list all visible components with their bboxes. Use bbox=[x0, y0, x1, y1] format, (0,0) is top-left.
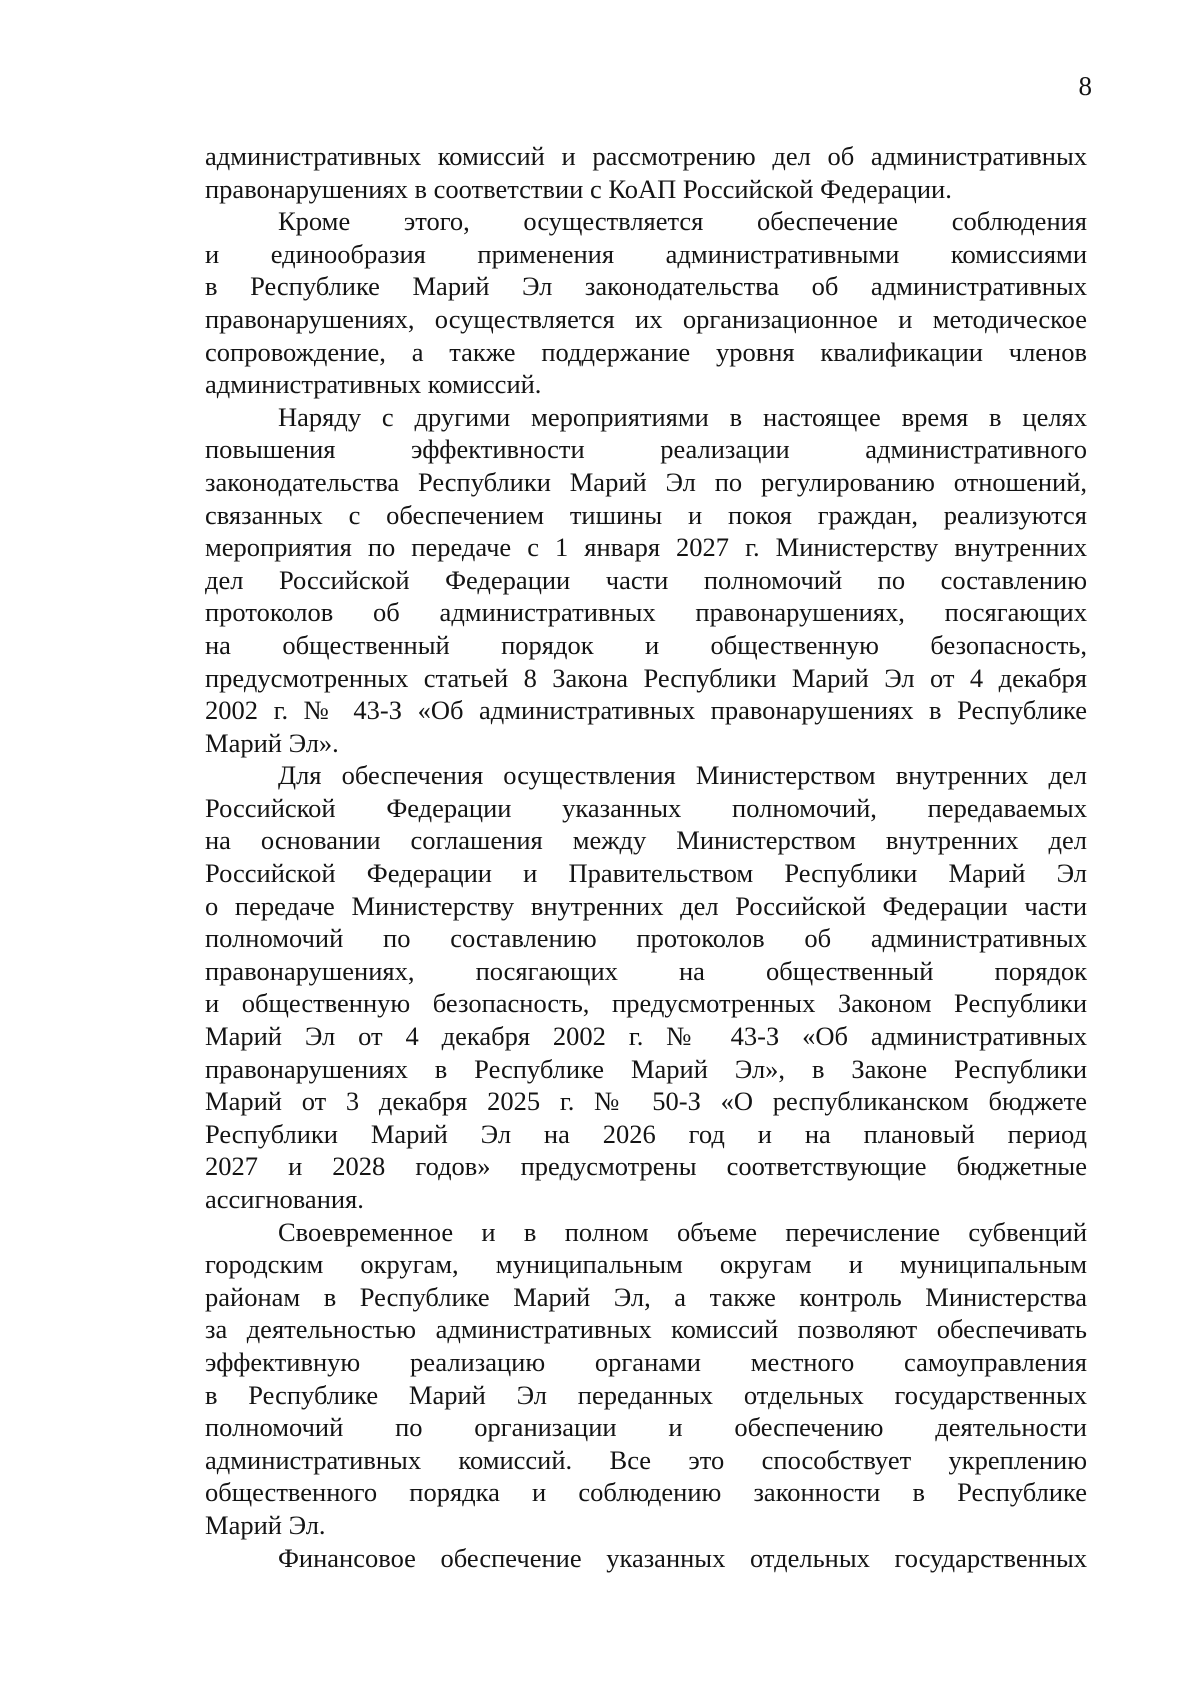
text-line: Российской Федерации указанных полномочий, передаваемых bbox=[205, 792, 1087, 823]
text-line: мероприятия по передаче с 1 января 2027 г. Министерству внутренних bbox=[205, 532, 1087, 563]
text-line: общественного порядка и соблюдению законности в Республике bbox=[205, 1477, 1087, 1508]
text-line: Марий Эл. bbox=[205, 1509, 326, 1540]
text-line: административных комиссий. Все это способствует укреплению bbox=[205, 1444, 1087, 1475]
paragraph-6 bbox=[205, 1542, 1087, 1575]
paragraph-2 bbox=[205, 205, 1087, 401]
text-line: Российской Федерации и Правительством Республики Марий Эл bbox=[205, 858, 1087, 889]
text-line: на общественный порядок и общественную безопасность, bbox=[205, 629, 1087, 660]
text-line: полномочий по составлению протоколов об административных bbox=[205, 923, 1087, 954]
text-line: городским округам, муниципальным округам и муниципальным bbox=[205, 1249, 1087, 1280]
text-line: законодательства Республики Марий Эл по регулированию отношений, bbox=[205, 466, 1087, 497]
text-line: в Республике Марий Эл переданных отдельных государственных bbox=[205, 1379, 1087, 1410]
text-line: Финансовое обеспечение указанных отдельных государственных bbox=[278, 1542, 1087, 1573]
text-line: Кроме этого, осуществляется обеспечение соблюдения bbox=[278, 206, 1087, 237]
text-line: районам в Республике Марий Эл, а также контроль Министерства bbox=[205, 1281, 1087, 1312]
text-line: связанных с обеспечением тишины и покоя граждан, реализуются bbox=[205, 499, 1087, 530]
text-line: Своевременное и в полном объеме перечисление субвенций bbox=[278, 1216, 1087, 1247]
text-line: в Республике Марий Эл законодательства об административных bbox=[205, 271, 1087, 302]
text-line: на основании соглашения между Министерством внутренних дел bbox=[205, 825, 1087, 856]
text-line: и единообразия применения административными комиссиями bbox=[205, 238, 1087, 269]
text-line: Наряду с другими мероприятиями в настоящее время в целях bbox=[278, 401, 1087, 432]
text-line: Марий Эл». bbox=[205, 727, 339, 758]
text-line: правонарушениях, осуществляется их организационное и методическое bbox=[205, 303, 1087, 334]
paragraph-4 bbox=[205, 759, 1087, 1215]
text-line: протоколов об административных правонарушениях, посягающих bbox=[205, 597, 1087, 628]
paragraph-1 bbox=[205, 140, 1087, 205]
text-line: сопровождение, а также поддержание уровня квалификации членов bbox=[205, 336, 1087, 367]
text-line: административных комиссий. bbox=[205, 369, 542, 400]
text-line: ассигнования. bbox=[205, 1184, 364, 1214]
text-line: дел Российской Федерации части полномочий по составлению bbox=[205, 564, 1087, 595]
text-line: Марий Эл от 4 декабря 2002 г. № 43-З «Об административных bbox=[205, 1021, 1087, 1052]
text-line: 2002 г. № 43-З «Об административных правонарушениях в Республике bbox=[205, 695, 1087, 726]
text-line: повышения эффективности реализации административного bbox=[205, 434, 1087, 465]
text-line: за деятельностью административных комиссий позволяют обеспечивать bbox=[205, 1314, 1087, 1345]
text-line: правонарушениях, посягающих на общественный порядок bbox=[205, 955, 1087, 986]
text-line: и общественную безопасность, предусмотренных Законом Республики bbox=[205, 988, 1087, 1019]
page-number: 8 bbox=[1078, 71, 1092, 101]
text-line: Для обеспечения осуществления Министерством внутренних дел bbox=[278, 760, 1087, 791]
paragraph-3 bbox=[205, 401, 1087, 760]
text-line: правонарушениях в Республике Марий Эл», в Законе Республики bbox=[205, 1053, 1087, 1084]
text-line: Марий от 3 декабря 2025 г. № 50-З «О республиканском бюджете bbox=[205, 1086, 1087, 1117]
text-line: полномочий по организации и обеспечению деятельности bbox=[205, 1412, 1087, 1443]
paragraph-5 bbox=[205, 1216, 1087, 1542]
text-line: 2027 и 2028 годов» предусмотрены соответствующие бюджетные bbox=[205, 1151, 1087, 1182]
text-line: предусмотренных статьей 8 Закона Республики Марий Эл от 4 декабря bbox=[205, 662, 1087, 693]
text-line: правонарушениях в соответствии с КоАП Российской Федерации. bbox=[205, 173, 952, 204]
text-line: административных комиссий и рассмотрению дел об административных bbox=[205, 141, 1087, 171]
document-body bbox=[205, 140, 1087, 1574]
text-line: эффективную реализацию органами местного самоуправления bbox=[205, 1346, 1087, 1377]
text-line: о передаче Министерству внутренних дел Российской Федерации части bbox=[205, 890, 1087, 921]
text-line: Республики Марий Эл на 2026 год и на плановый период bbox=[205, 1118, 1087, 1149]
